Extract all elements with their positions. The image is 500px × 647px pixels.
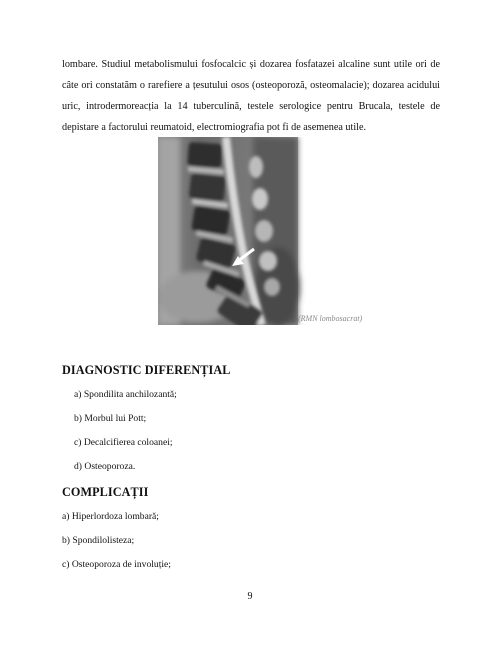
body-paragraph: lombare. Studiul metabolismului fosfocalcic și dozarea fosfatazei alcaline sunt utile ori de câte ori constatăm o rarefiere a țesutului osos (osteoporoză, osteomalacie); dozarea acidului uric, introdermoreacția la 14 tuberculină, testele serologice pentru Brucala, testele de depistare a factorului reumatoid, electromiografia pot fi de asemenea utile. — [62, 59, 440, 133]
page-number: 9 — [247, 591, 253, 602]
list-item: c) Decalcifierea coloanei; — [74, 437, 173, 448]
lumbar-spine-mri-image — [158, 137, 374, 325]
list-item: a) Hiperlordoza lombară; — [62, 511, 159, 522]
list-item: d) Osteoporoza. — [74, 461, 136, 472]
differential-list — [74, 388, 177, 484]
spine-mri-figure — [158, 137, 374, 325]
section-title-differential: DIAGNOSTIC DIFERENȚIAL — [62, 363, 231, 377]
list-item: b) Spondilolisteza; — [62, 535, 135, 546]
list-item: b) Morbul lui Pott; — [74, 413, 147, 424]
complications-list — [62, 510, 171, 582]
section-title-complications: COMPLICAȚII — [62, 485, 149, 499]
list-item: c) Osteoporoza de involuție; — [62, 559, 171, 570]
figure-caption: (RMN lombosacrat) — [298, 314, 363, 323]
list-item: a) Spondilita anchilozantă; — [74, 389, 177, 400]
